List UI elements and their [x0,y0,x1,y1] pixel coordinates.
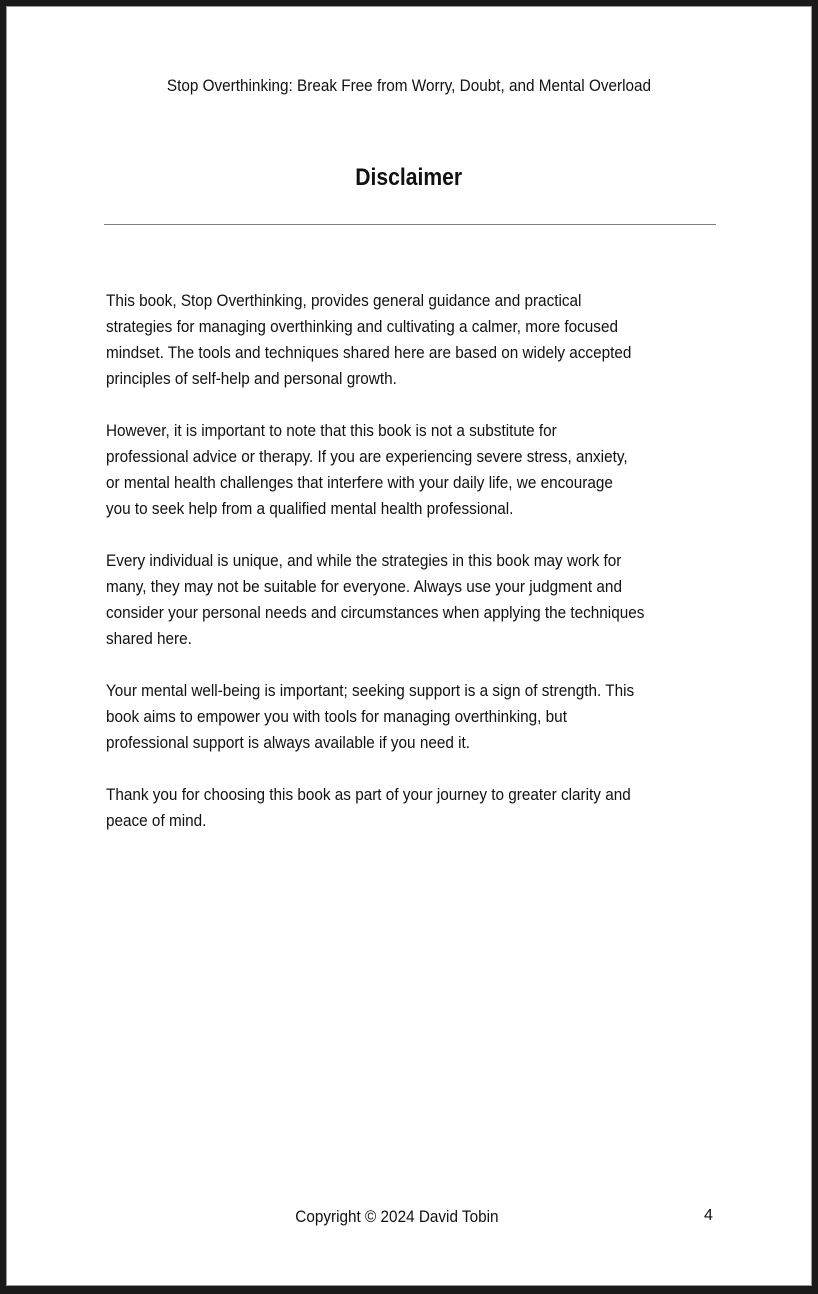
running-header [0,76,818,96]
paragraph [106,548,726,652]
text-line: professional advice or therapy. If you are experiencing severe stress, anxiety, [106,447,628,466]
paragraph [106,418,726,522]
page-title [0,164,818,192]
text-line: consider your personal needs and circumstances when applying the techniques [106,603,645,622]
paragraph [106,288,726,392]
text-line: professional support is always available if you need it. [106,733,471,752]
paragraph [106,678,726,756]
text-line: book aims to empower you with tools for managing overthinking, but [106,707,567,726]
text-line: peace of mind. [106,811,207,830]
disclaimer-body [106,288,726,860]
text-line: Your mental well-being is important; seeking support is a sign of strength. This [106,681,635,700]
text-line: or mental health challenges that interfere with your daily life, we encourage [106,473,613,492]
text-line: Every individual is unique, and while the strategies in this book may work for [106,551,622,570]
text-line: you to seek help from a qualified mental health professional. [106,499,514,518]
text-line: This book, Stop Overthinking, provides general guidance and practical [106,291,582,310]
text-line: strategies for managing overthinking and cultivating a calmer, more focused [106,317,618,336]
paragraph [106,782,726,834]
page-title-text: Disclaimer [355,164,463,191]
text-line: mindset. The tools and techniques shared here are based on widely accepted [106,343,632,362]
text-line: However, it is important to note that this book is not a substitute for [106,421,557,440]
text-line: principles of self-help and personal growth. [106,369,397,388]
text-line: many, they may not be suitable for everyone. Always use your judgment and [106,577,622,596]
running-header-text: Stop Overthinking: Break Free from Worry, Doubt, and Mental Overload [166,76,652,95]
title-divider [104,224,716,225]
copyright-text: Copyright © 2024 David Tobin [295,1207,499,1226]
footer-copyright [0,1207,794,1227]
text-line: Thank you for choosing this book as part of your journey to greater clarity and [106,785,631,804]
page-number: 4 [704,1207,713,1224]
text-line: shared here. [106,629,192,648]
